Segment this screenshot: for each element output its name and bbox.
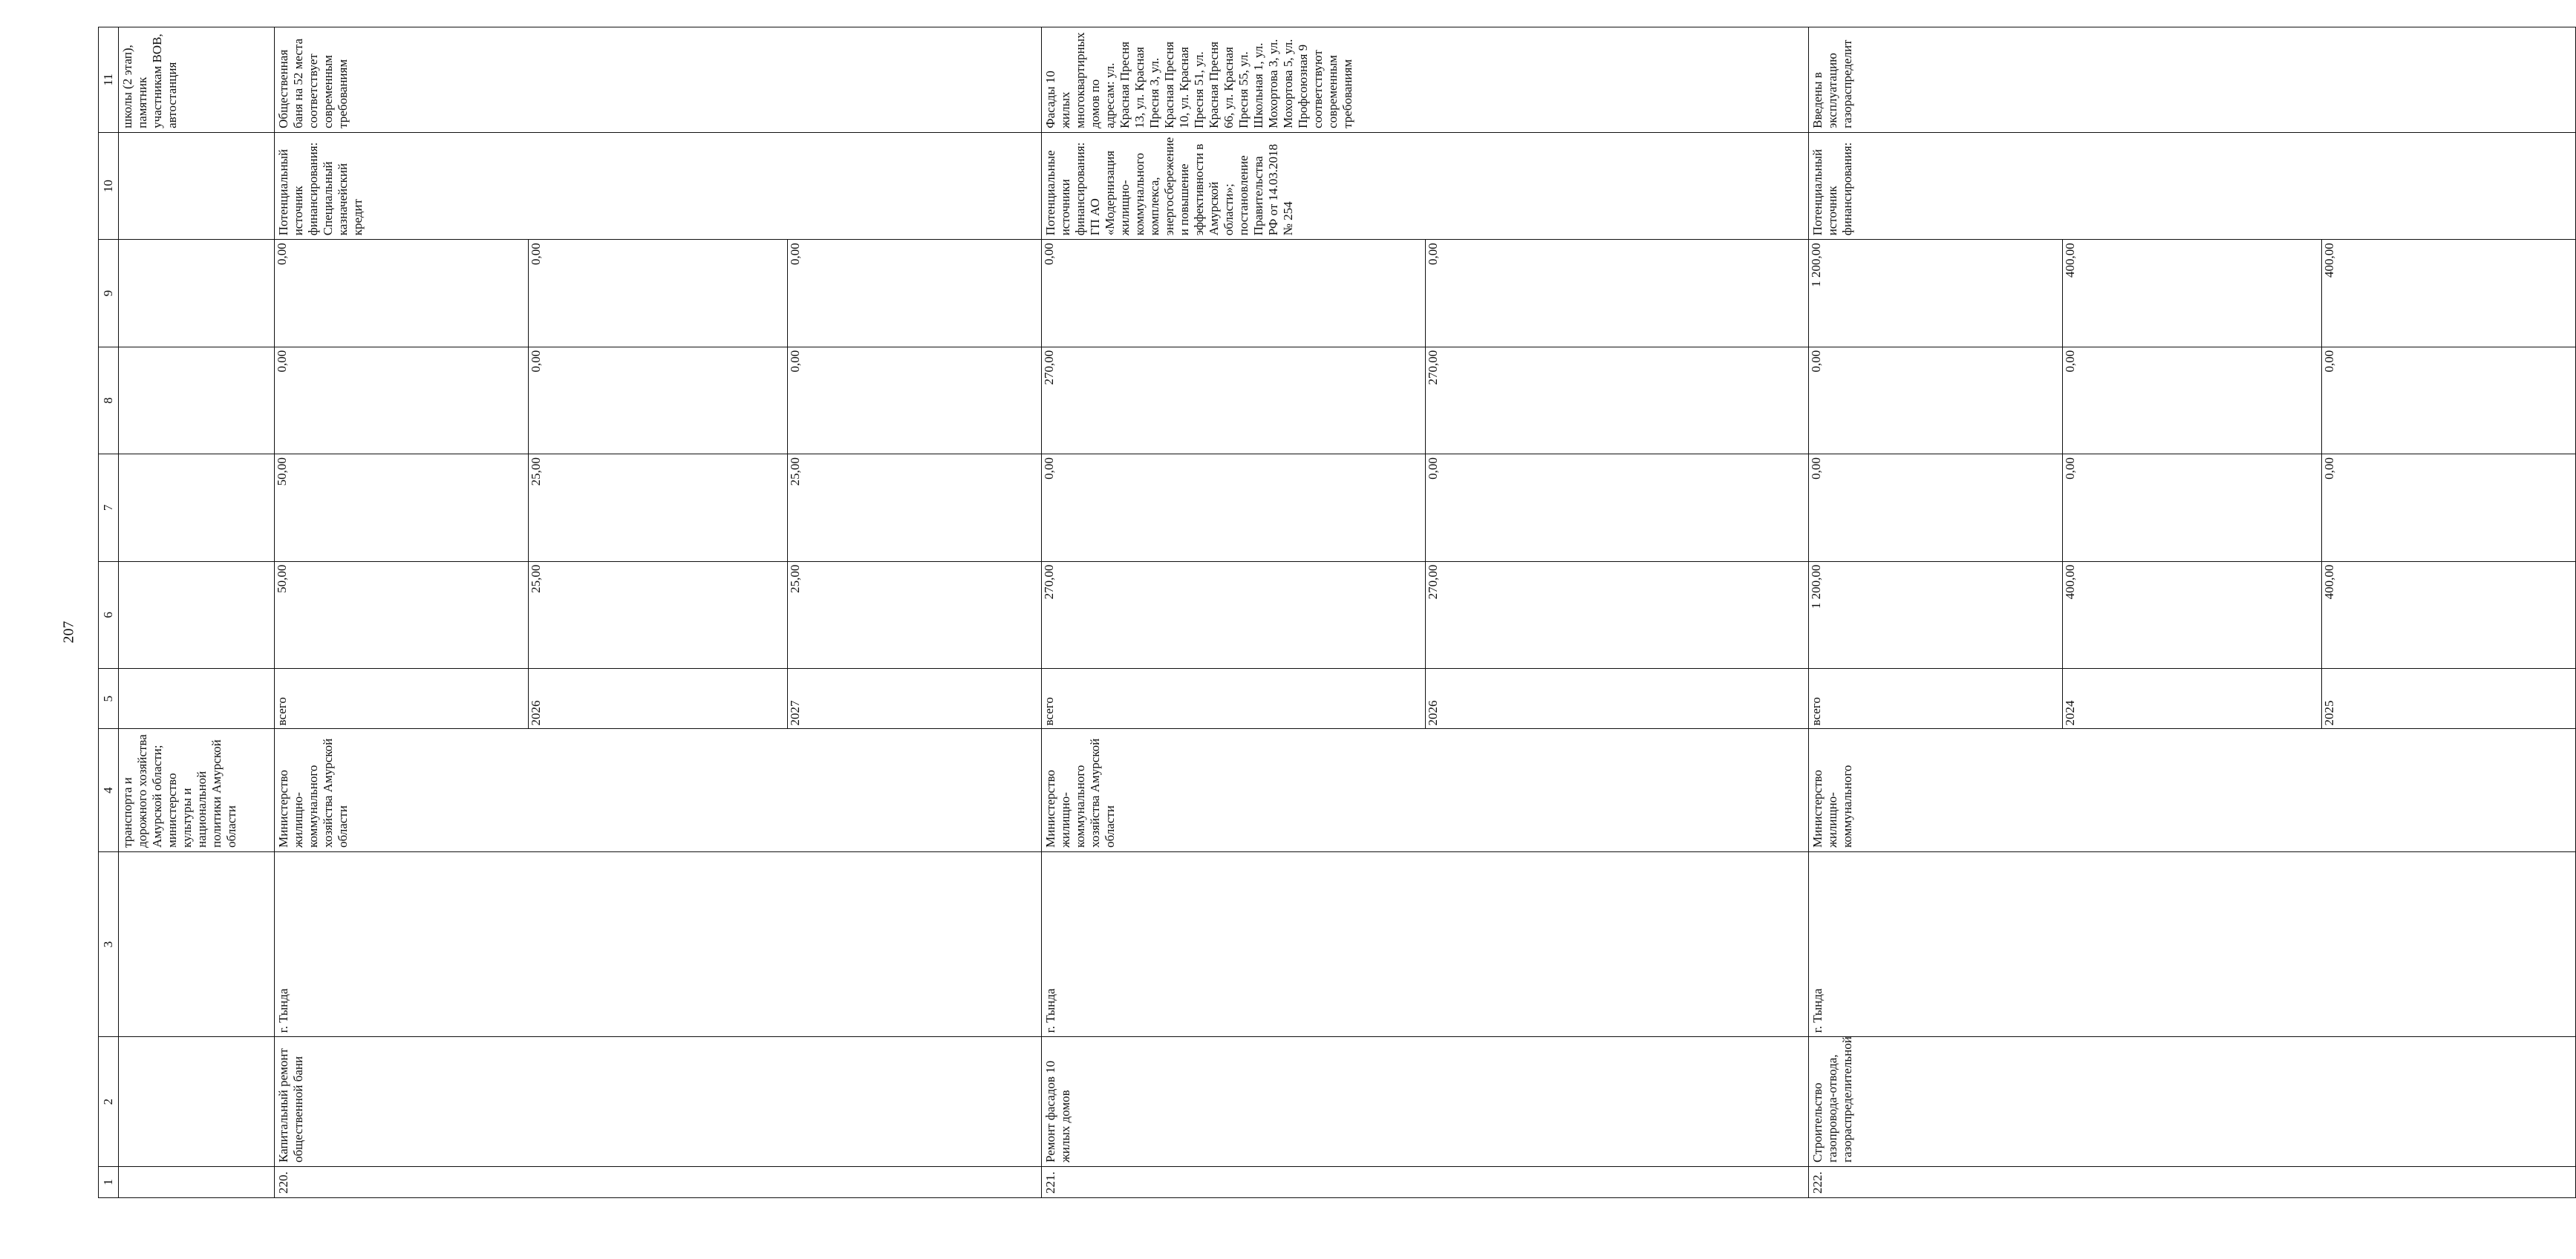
row-col6: 50,00 25,00 25,00 [275, 561, 1042, 668]
row-col8: 0,00 0,00 0,00 [1809, 347, 2576, 454]
table-row-221 [1042, 27, 1809, 1198]
carry-over-result: школы (2 этап), памятник участникам ВОВ, автостанция [119, 27, 275, 133]
header-col-7: 7 [99, 454, 119, 561]
header-col-11: 11 [99, 27, 119, 133]
row-col8: 0,00 0,00 0,00 [275, 347, 1042, 454]
row-executor: Министерство жилищно-коммунального хозяйства Амурской области [1042, 729, 1809, 851]
row-col7: 0,00 0,00 [1042, 454, 1809, 561]
row-years: всего 2024 2025 [1809, 669, 2576, 729]
row-years: всего 2026 [1042, 669, 1809, 729]
row-name: Строительство газопровода-отвода, газораспределительной [1809, 1037, 2576, 1167]
row-col8: 270,00 270,00 [1042, 347, 1809, 454]
table-row-carry-over [119, 27, 275, 1198]
header-col-5: 5 [99, 669, 119, 729]
row-name: Капитальный ремонт общественной бани [275, 1037, 1042, 1167]
row-place: г. Тында [1809, 851, 2576, 1036]
row-col9: 0,00 0,00 0,00 [275, 240, 1042, 347]
carry-over-executor: транспорта и дорожного хозяйства Амурской области; министерство культуры и национальной политики Амурской области [119, 729, 275, 851]
row-name: Ремонт фасадов 10 жилых домов [1042, 1037, 1809, 1167]
row-place: г. Тында [275, 851, 1042, 1036]
row-executor: Министерство жилищно-коммунального хозяйства Амурской области [275, 729, 1042, 851]
row-col7: 50,00 25,00 25,00 [275, 454, 1042, 561]
program-table [98, 27, 2576, 1198]
row-result: Общественная баня на 52 места соответствует современным требованиям [275, 27, 1042, 133]
row-col9: 0,00 0,00 [1042, 240, 1809, 347]
header-col-9: 9 [99, 240, 119, 347]
row-executor: Министерство жилищно-коммунального [1809, 729, 2576, 851]
row-source: Потенциальные источники финансирования: ГП АО «Модернизация жилищно-коммунального комплекса, энергосбережение и повышение эффективности в Амурской области»; постановление Правительства РФ от 14.03.2018 № 254 [1042, 132, 1809, 239]
page-number: 207 [60, 621, 77, 644]
table-row-220 [275, 27, 1042, 1198]
row-number: 220. [275, 1166, 1042, 1197]
header-col-6: 6 [99, 561, 119, 668]
row-result: Фасады 10 жилых многоквартирных домов по адресам: ул. Красная Пресня 13, ул. Красная Пресня 3, ул. Красная Пресня 10, ул. Красная Пресня 51, ул. Красная Пресня 66, ул. Красная Пресня 55, ул. Школьная 1, ул. Мохортова 3, ул. Мохортова 5, ул. Профсоюзная 9 соответствуют современным требованиям [1042, 27, 1809, 133]
row-result: Введены в эксплуатацию газораспределит [1809, 27, 2576, 133]
row-col6: 1 200,00 400,00 400,00 [1809, 561, 2576, 668]
header-col-3: 3 [99, 851, 119, 1036]
rotated-table-wrapper [98, 27, 2337, 1198]
header-col-8: 8 [99, 347, 119, 454]
row-number: 221. [1042, 1166, 1809, 1197]
header-col-4: 4 [99, 729, 119, 851]
header-col-2: 2 [99, 1037, 119, 1167]
header-col-1: 1 [99, 1166, 119, 1197]
row-place: г. Тында [1042, 851, 1809, 1036]
row-col9: 1 200,00 400,00 400,00 [1809, 240, 2576, 347]
row-years: всего 2026 2027 [275, 669, 1042, 729]
row-number: 222. [1809, 1166, 2576, 1197]
row-col7: 0,00 0,00 0,00 [1809, 454, 2576, 561]
header-row [99, 27, 119, 1198]
table-row-222 [1809, 27, 2576, 1198]
row-source: Потенциальный источник финансирования: Специальный казначейский кредит [275, 132, 1042, 239]
header-col-10: 10 [99, 132, 119, 239]
row-col6: 270,00 270,00 [1042, 561, 1809, 668]
row-source: Потенциальный источник финансирования: [1809, 132, 2576, 239]
